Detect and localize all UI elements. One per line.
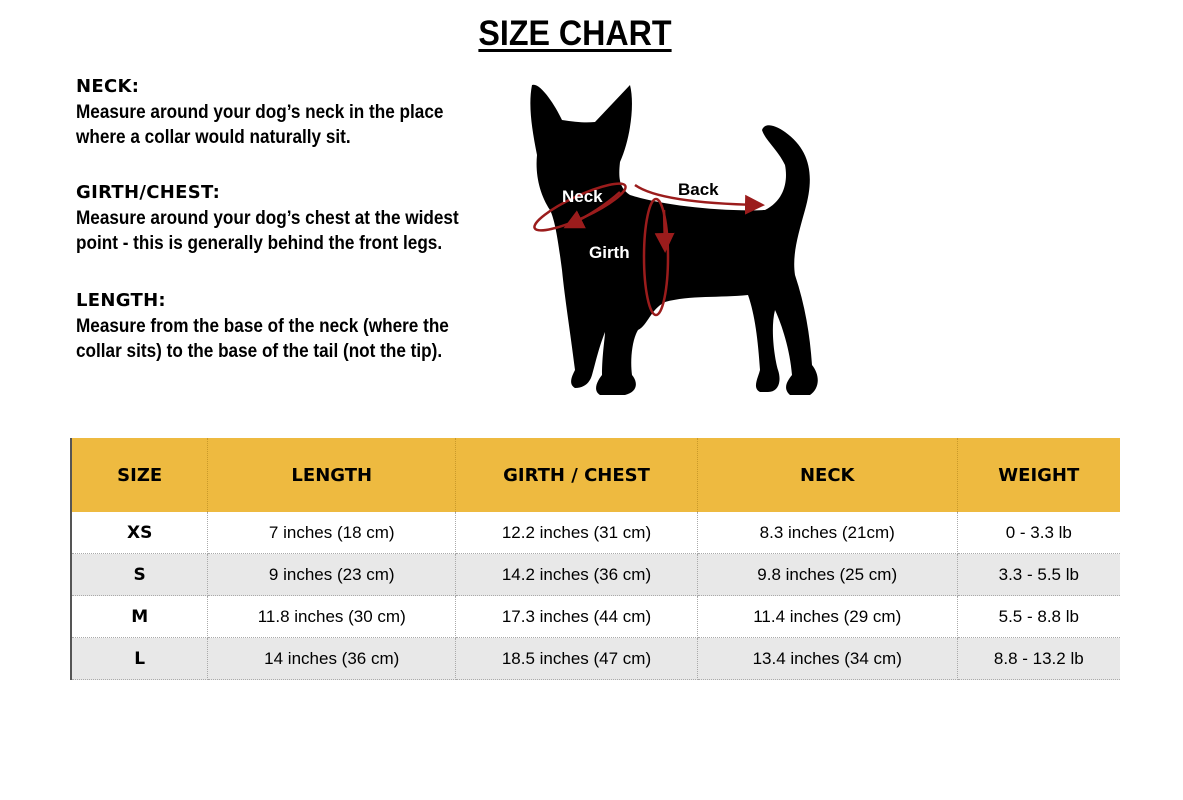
section-heading: NECK: [76,76,140,97]
size-cell: XS [71,512,208,554]
girth-arrow [664,210,665,248]
col-header-neck: NECK [697,438,957,512]
length-cell: 9 inches (23 cm) [208,554,456,596]
section-heading: GIRTH/CHEST: [76,182,221,203]
length-cell: 7 inches (18 cm) [208,512,456,554]
weight-cell: 8.8 - 13.2 lb [957,638,1120,680]
neck-cell: 11.4 inches (29 cm) [697,596,957,638]
girth-cell: 18.5 inches (47 cm) [456,638,698,680]
dog-measurement-diagram [520,70,820,410]
neck-label: Neck [562,187,603,206]
section-text: Measure around your dog’s neck in the place where a collar would naturally sit. [76,101,444,148]
girth-cell: 17.3 inches (44 cm) [456,596,698,638]
girth-label: Girth [589,243,630,262]
length-cell: 11.8 inches (30 cm) [208,596,456,638]
col-header-length: LENGTH [208,438,456,512]
back-label: Back [678,180,719,199]
dog-silhouette [530,85,817,395]
table-row [71,596,1120,638]
size-cell: S [71,554,208,596]
weight-cell: 0 - 3.3 lb [957,512,1120,554]
table-row [71,512,1120,554]
page-title: SIZE CHART [478,14,672,53]
girth-instructions [76,182,511,256]
girth-cell: 12.2 inches (31 cm) [456,512,698,554]
section-text: Measure from the base of the neck (where the collar sits) to the base of the tail (not the tip). [76,315,449,362]
table-header-row [71,438,1120,512]
size-cell: L [71,638,208,680]
size-cell: M [71,596,208,638]
length-instructions [76,290,500,364]
weight-cell: 3.3 - 5.5 lb [957,554,1120,596]
col-header-girth: GIRTH / CHEST [456,438,698,512]
weight-cell: 5.5 - 8.8 lb [957,596,1120,638]
section-heading: LENGTH: [76,290,166,311]
section-text: Measure around your dog’s chest at the widest point - this is generally behind the front legs. [76,207,459,254]
neck-cell: 8.3 inches (21cm) [697,512,957,554]
table-row [71,638,1120,680]
length-cell: 14 inches (36 cm) [208,638,456,680]
neck-cell: 13.4 inches (34 cm) [697,638,957,680]
col-header-size: SIZE [71,438,208,512]
col-header-weight: WEIGHT [957,438,1120,512]
size-table [70,438,1120,680]
neck-instructions [76,76,494,150]
girth-cell: 14.2 inches (36 cm) [456,554,698,596]
table-row [71,554,1120,596]
neck-cell: 9.8 inches (25 cm) [697,554,957,596]
